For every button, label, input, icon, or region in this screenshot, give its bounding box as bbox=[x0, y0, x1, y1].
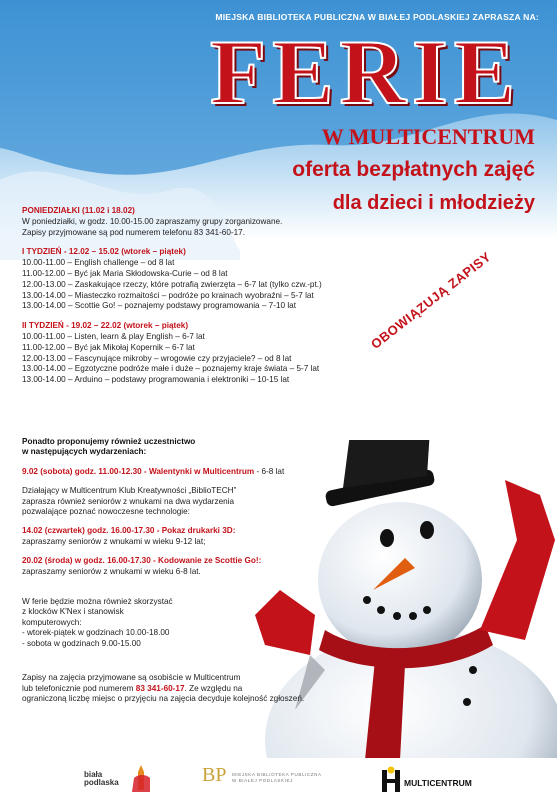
monday-line: Zapisy przyjmowane są pod numerem telefonu 83 341-60-17. bbox=[22, 227, 246, 237]
club-line: pozwalające poznać nowoczesne technologie: bbox=[22, 507, 190, 517]
week2-line: 11.00-12.00 – Być jak Mikołaj Kopernik – 6-7 lat bbox=[22, 342, 195, 352]
week1-line: 11.00-12.00 – Być jak Maria Skłodowska-Curie – od 8 lat bbox=[22, 268, 228, 278]
biala-podlaska-logo: biała podlaska bbox=[84, 764, 154, 794]
events-intro: w następujących wydarzeniach: bbox=[22, 447, 147, 457]
week2-line: 10.00-11.00 – Listen, learn & play English – 6-7 lat bbox=[22, 331, 205, 341]
week2-line: 13.00-14.00 – Arduino – podstawy programowania i elektroniki – 10-15 lat bbox=[22, 375, 290, 385]
knex-line: - sobota w godzinach 9.00-15.00 bbox=[22, 638, 141, 648]
knex-line: - wtorek-piątek w godzinach 10.00-18.00 bbox=[22, 628, 170, 638]
subtitle-offer: oferta bezpłatnych zajęć bbox=[292, 158, 535, 181]
club-line: Działający w Multicentrum Klub Kreatywności „BiblioTECH” bbox=[22, 486, 237, 496]
subtitle-audience: dla dzieci i młodzieży bbox=[332, 192, 535, 214]
club-line: zaprasza również seniorów z wnukami na dwa wydarzenia bbox=[22, 496, 235, 506]
week1-heading: I TYDZIEŃ - 12.02 – 15.02 (wtorek – piątek) bbox=[22, 247, 186, 257]
week2-heading: II TYDZIEŃ - 19.02 – 22.02 (wtorek – piątek) bbox=[22, 321, 189, 331]
tower-icon bbox=[130, 764, 152, 794]
event-scottie: 20.02 (środa) w godz. 16.00-17.30 - Kodowanie ze Scottie Go!: bbox=[22, 556, 262, 566]
week2-line: 12.00-13.00 – Fascynujące mikroby – wrogowie czy przyjaciele? – od 8 lat bbox=[22, 353, 292, 363]
knex-line: komputerowych: bbox=[22, 617, 82, 627]
library-logo: BP MIEJSKA BIBLIOTEKA PUBLICZNA W BIAŁEJ PODLASKIEJ bbox=[202, 764, 322, 786]
week1-line: 10.00-11.00 – English challenge – od 8 lat bbox=[22, 258, 175, 268]
multicentrum-logo: MULTICENTRUM bbox=[380, 764, 510, 794]
footer-logos bbox=[0, 758, 557, 800]
event-3d-print-details: zapraszamy seniorów z wnukami w wieku 9-12 lat; bbox=[22, 536, 206, 546]
subtitle-multicentrum: W MULTICENTRUM bbox=[321, 124, 535, 149]
knex-line: W ferie będzie można również skorzystać bbox=[22, 597, 173, 607]
signup-line: lub telefonicznie pod numerem 83 341-60-17. Ze względu na bbox=[22, 683, 243, 693]
events-section bbox=[22, 437, 305, 704]
week2-line: 13.00-14.00 – Egzotyczne podróże małe i duże – poznajemy kraje świata – 5-7 lat bbox=[22, 364, 320, 374]
signup-line: ograniczoną liczbę miejsc o przyjęciu na zajęcia decyduje kolejność zgłoszeń. bbox=[22, 693, 305, 703]
invitation-line: MIEJSKA BIBLIOTEKA PUBLICZNA W BIAŁEJ PODLASKIEJ ZAPRASZA NA: bbox=[215, 12, 539, 22]
multicentrum-icon bbox=[380, 766, 402, 794]
week1-line: 13.00-14.00 – Miasteczko rozmaitości – podróże po krainach wyobraźni – 5-7 lat bbox=[22, 290, 314, 300]
event-3d-print: 14.02 (czwartek) godz. 16.00-17.30 - Pokaz drukarki 3D: bbox=[22, 526, 236, 536]
monday-line: W poniedziałki, w godz. 10.00-15.00 zapraszamy grupy zorganizowane. bbox=[22, 216, 283, 226]
week1-line: 12.00-13.00 – Zaskakujące rzeczy, które potrafią zwierzęta – 6-7 lat (tylko czw.-pt.) bbox=[22, 279, 322, 289]
week1-line: 13.00-14.00 – Scottie Go! – poznajemy podstawy programowania – 7-10 lat bbox=[22, 301, 296, 311]
event-valentines: 9.02 (sobota) godz. 11.00-12.30 - Walentynki w Multicentrum - 6-8 lat bbox=[22, 466, 285, 476]
signup-line: Zapisy na zajęcia przyjmowane są osobiście w Multicentrum bbox=[22, 673, 241, 683]
registration-required-stamp: OBOWIĄZUJĄ ZAPISY bbox=[368, 248, 494, 352]
page-title: FERIE bbox=[210, 21, 522, 123]
events-intro: Ponadto proponujemy również uczestnictwo bbox=[22, 437, 196, 446]
schedule bbox=[22, 206, 362, 386]
event-scottie-details: zapraszamy seniorów z wnukami w wieku 6-8 lat. bbox=[22, 566, 201, 576]
knex-line: z klocków K'Nex i stanowisk bbox=[22, 607, 124, 617]
monday-heading: PONIEDZIAŁKI (11.02 i 18.02) bbox=[22, 206, 135, 215]
